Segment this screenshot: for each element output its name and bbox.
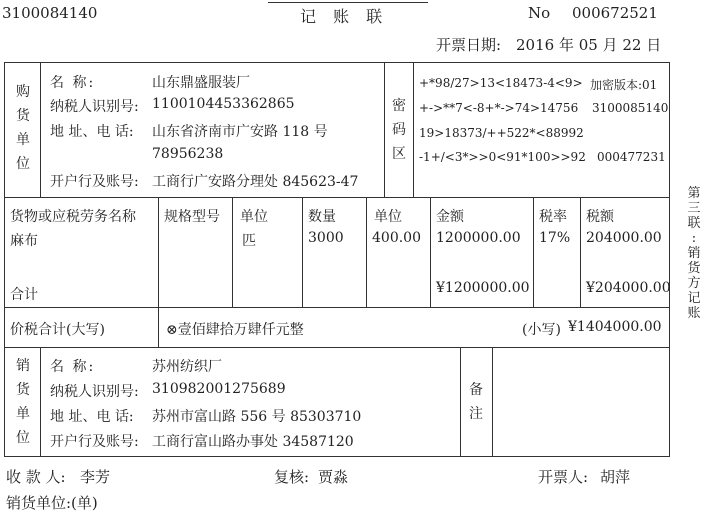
seller-tax-id: 310982001275689: [152, 381, 286, 397]
divider-seller-top: [4, 347, 670, 348]
col-divider-rate: [533, 197, 534, 307]
cipher-code-1: 3100085140: [592, 101, 669, 115]
total-label: 合计: [10, 287, 38, 303]
buyer-bank-label: 开户行及账号:: [50, 174, 139, 190]
seller-address-label: 地 址、电 话:: [50, 409, 134, 425]
grand-total-divider: [158, 307, 159, 347]
seller-address: 苏州市富山路 556 号 85303710: [152, 409, 362, 425]
buyer-side-label: 购 货 单 位: [16, 84, 30, 172]
header-price: 单位: [374, 209, 402, 225]
payee-label: 收 款 人:: [6, 468, 66, 486]
cipher-label-divider: [413, 62, 414, 197]
header-qty: 数量: [308, 209, 336, 225]
seller-label-divider: [40, 347, 41, 457]
item-qty: 3000: [308, 230, 344, 246]
buyer-name: 山东鼎盛服装厂: [152, 75, 250, 91]
review-label: 复核:: [274, 468, 310, 486]
buyer-address: 山东省济南市广安路 118 号: [152, 124, 328, 140]
buyer-address-label: 地 址、电 话:: [50, 124, 134, 140]
item-amount: 1200000.00: [436, 230, 521, 246]
copy-side-note: 第 三 联 : 销 货 方 记 账: [687, 186, 701, 321]
divider-buyer-bottom: [4, 197, 670, 198]
col-divider-qty: [302, 197, 303, 307]
buyer-name-label: 名 称:: [50, 75, 96, 91]
cipher-left-divider: [384, 62, 385, 197]
divider-total-top: [4, 307, 670, 308]
seller-bank-label: 开户行及账号:: [50, 434, 139, 450]
cipher-zone-label: 密 码 区: [392, 98, 406, 162]
invoice-no-label: No: [528, 4, 551, 22]
grand-total-upper: ⊗壹佰肆拾万肆仟元整: [166, 322, 304, 338]
issue-date-value: 2016 年 05 月 22 日: [516, 36, 662, 54]
cipher-code-2: 000477231: [597, 150, 666, 164]
header-unit: 单位: [240, 209, 268, 225]
invoice-code: 3100084140: [2, 4, 98, 22]
invoice-title: 记 账 联: [300, 7, 389, 26]
col-divider-spec: [158, 197, 159, 307]
buyer-label-divider: [40, 62, 41, 197]
buyer-phone: 78956238: [152, 146, 224, 162]
seller-side-label: 销 货 单 位: [16, 358, 30, 446]
remark-left-divider: [460, 347, 461, 457]
total-amount: ¥1200000.00: [436, 280, 530, 296]
buyer-tax-label: 纳税人识别号:: [50, 99, 139, 115]
remark-label-divider: [492, 347, 493, 457]
cipher-line-2: +->**7<-8+*->74>14756: [419, 101, 579, 115]
item-name: 麻布: [10, 233, 38, 249]
item-price: 400.00: [372, 230, 421, 246]
drawer-label: 开票人:: [538, 468, 589, 486]
buyer-tax-id: 1100104453362865: [152, 96, 295, 112]
item-unit: 匹: [242, 233, 256, 249]
invoice-no-value: 000672521: [572, 4, 658, 22]
buyer-bank: 工商行广安路分理处 845623-47: [152, 174, 359, 190]
cipher-line-3: 19>18373/++522*<88992: [419, 126, 584, 140]
seller-seal-label: 销货单位:(单): [6, 494, 98, 512]
item-tax: 204000.00: [586, 230, 662, 246]
seller-name: 苏州纺织厂: [152, 359, 222, 375]
cipher-line-4: -1+/<3*>>0<91*100>>92: [419, 150, 586, 164]
seller-bank: 工商行富山路办事处 34587120: [152, 434, 354, 450]
grand-total-label: 价税合计(大写): [10, 322, 105, 338]
cipher-version: 加密版本:01: [590, 78, 658, 92]
header-tax: 税额: [586, 209, 614, 225]
remark-label: 备 注: [469, 382, 483, 422]
col-divider-price: [366, 197, 367, 307]
header-spec: 规格型号: [164, 209, 220, 225]
header-rate: 税率: [539, 209, 567, 225]
title-overline: [268, 2, 428, 3]
grand-total-lower: ¥1404000.00: [568, 319, 662, 335]
grand-total-lower-label: (小写): [522, 322, 561, 338]
issue-date-label: 开票日期:: [436, 36, 502, 54]
header-goods-name: 货物或应税劳务名称: [10, 209, 136, 225]
seller-tax-label: 纳税人识别号:: [50, 384, 139, 400]
total-tax: ¥204000.00: [586, 280, 671, 296]
review-name: 贾淼: [318, 468, 349, 486]
seller-name-label: 名 称:: [50, 359, 96, 375]
col-divider-tax: [580, 197, 581, 307]
item-rate: 17%: [539, 230, 571, 246]
payee-name: 李芳: [80, 468, 111, 486]
drawer-name: 胡萍: [600, 468, 631, 486]
col-divider-unit: [232, 197, 233, 307]
header-amount: 金额: [436, 209, 464, 225]
col-divider-amount: [430, 197, 431, 307]
cipher-line-1: +*98/27>13<18473-4<9>: [419, 76, 583, 90]
